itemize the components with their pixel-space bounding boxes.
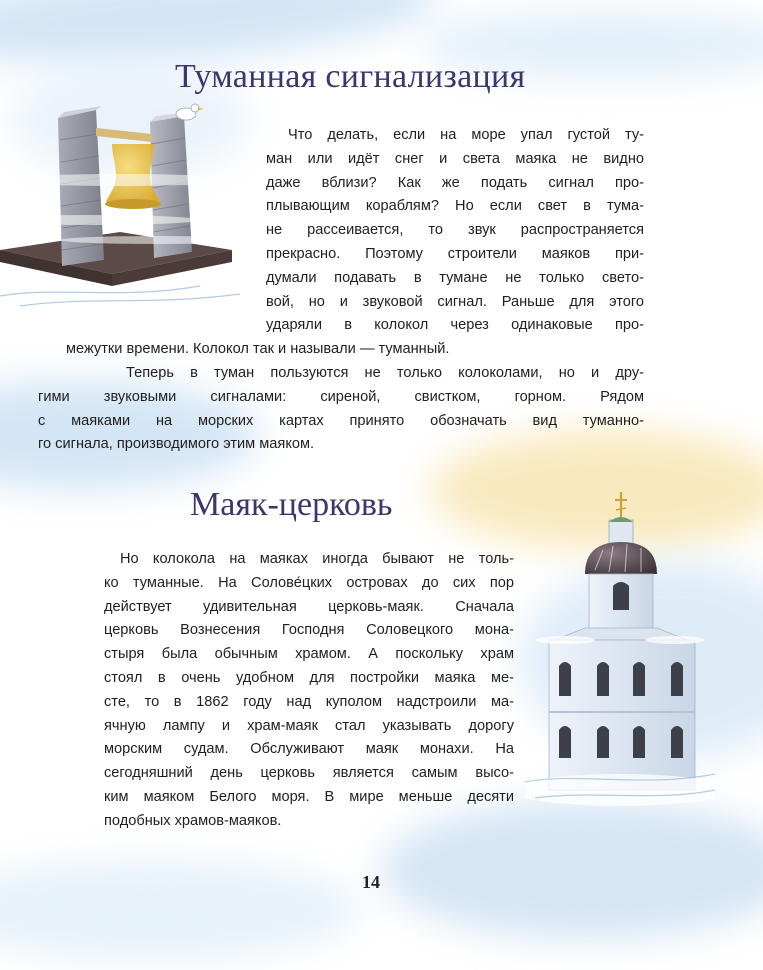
text-line: ударяли в колокол через одинаковые про- [266,317,644,334]
text-line: гими звуковыми сигналами: сиреной, свистком, горном. Рядом [38,388,644,405]
section-title-church-lighthouse: Маяк-церковь [190,486,393,523]
text-line: вой, но и звуковой сигнал. Раньше для этого [266,293,644,310]
text-line: не рассеивается, то звук распространяется [266,222,644,239]
text-line: го сигнала, производимого этим маяком. [38,436,315,453]
text-line: сте, то в 1862 году над куполом надстроили ма- [104,693,514,710]
text-line: действует удивительная церковь-маяк. Сначала [104,598,514,615]
text-line: даже вблизи? Как же подать сигнал про- [266,174,644,191]
text-line: думали подавать в тумане не только свето- [266,269,644,286]
text-line: с маяками на морских картах принято обозначать вид туманно- [38,412,644,429]
text-line: стыря была обычным храмом. А поскольку храм [104,646,514,663]
paragraph-fog-signal [66,124,644,362]
text-line: прекрасно. Поэтому строители маяков при- [266,245,644,262]
text-line: Теперь в туман пользуются не только колоколами, но и дру- [126,365,644,381]
text-line: ко туманные. На Солове́цких островах до сих пор [104,574,514,591]
text-line: ким маяком Белого моря. В мире меньше десяти [104,788,514,805]
text-line: межутки времени. Колокол так и называли — туманный. [66,341,450,358]
text-line: Что делать, если на море упал густой ту- [288,127,644,143]
page-number: 14 [362,872,380,892]
text-line: морским судам. Обслуживают маяк монахи. На [104,741,514,758]
paragraph-church-lighthouse [104,548,514,834]
background-wash [0,860,360,960]
text-line: стоял в очень удобном для постройки маяка ме- [104,669,514,686]
text-line: подобных храмов-маяков. [104,812,282,829]
fog-bell-icon [0,100,260,310]
text-line: ячную лампу и храм-маяк стал указывать дорогу [104,717,514,734]
text-line: плывающим кораблям? Но если свет в тума- [266,198,644,215]
church-lighthouse-icon [525,490,715,810]
text-line: церковь Вознесения Господня Соловецкого мона- [104,622,514,639]
text-line: ман или идёт снег и света маяка не видно [266,150,644,167]
section-title-fog-signal: Туманная сигнализация [175,58,526,95]
text-line: Но колокола на маяках иногда бывают не толь- [120,551,514,567]
text-line: сегодняшний день церковь является самым высо- [104,765,514,782]
paragraph-fog-signal-today [38,362,644,457]
